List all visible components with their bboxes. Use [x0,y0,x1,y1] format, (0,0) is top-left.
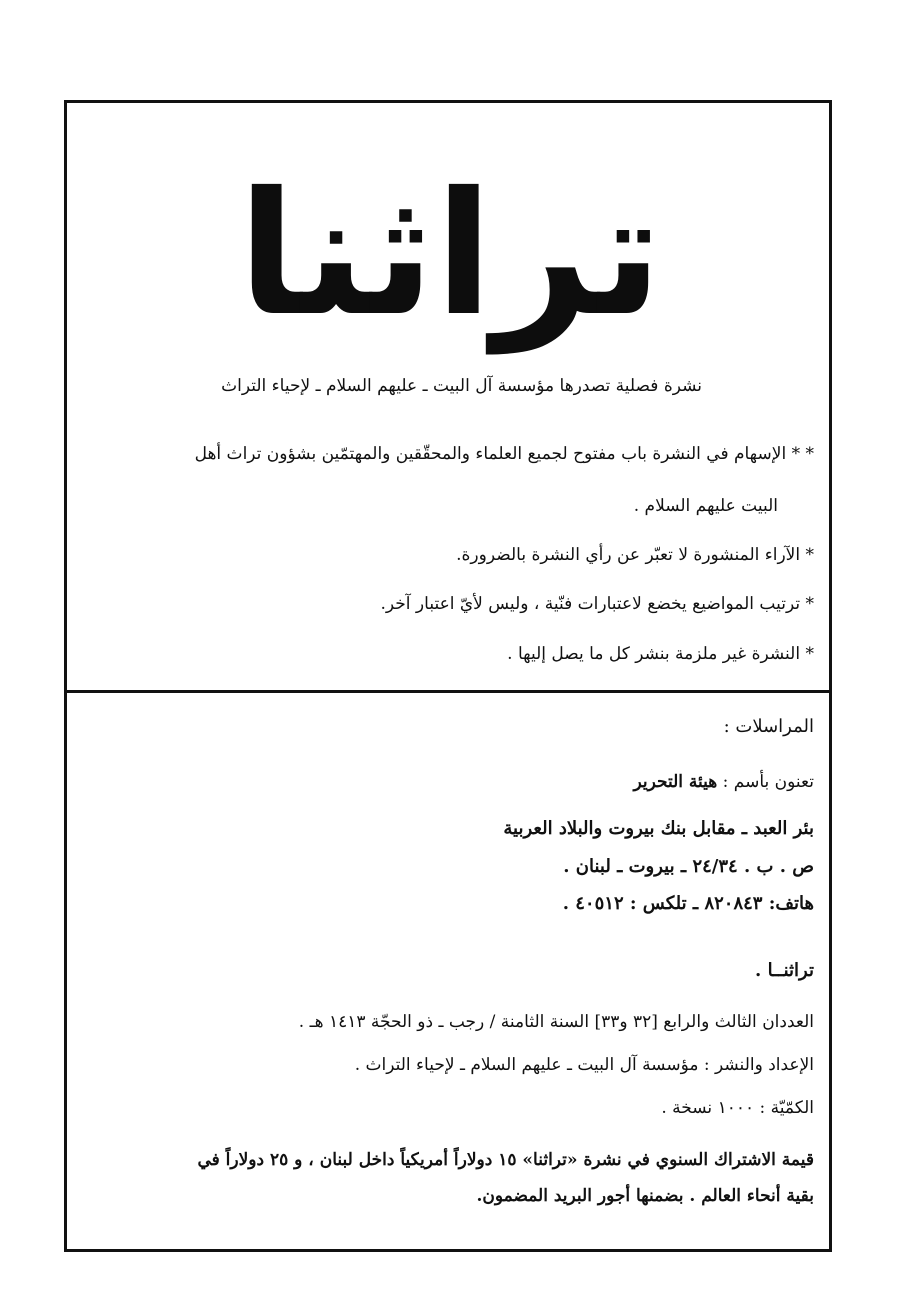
imprint-quantity: الكمّيّة : ١٠٠٠ نسخة . [661,1098,814,1118]
correspondence-heading: المراسلات : [723,716,814,737]
note-publication: * النشرة غير ملزمة بنشر كل ما يصل إليها . [507,644,814,664]
note-opinions: * الآراء المنشورة لا تعبّر عن رأي النشرة بالضرورة. [456,545,814,565]
correspondence-addressee [633,772,814,792]
subscription-line-2: بقية أنحاء العالم . بضمنها أجور البريد المضمون. [476,1186,814,1206]
imprint-publisher: الإعداد والنشر : مؤسسة آل البيت ـ عليهم السلام ـ لإحياء التراث . [354,1055,814,1075]
addressee-prefix: تعنون بأسم : [717,772,814,792]
note-contribution: * * الإسهام في النشرة باب مفتوح لجميع العلماء والمحقّقين والمهتمّين بشؤون تراث أهل [194,444,814,464]
subscription-line-1: قيمة الاشتراك السنوي في نشرة «تراثنا» ١٥ دولاراً أمريكياً داخل لبنان ، و ٢٥ دولاراً في [197,1150,814,1170]
journal-logo: تراثنا [237,156,663,354]
note-ordering: * ترتيب المواضيع يخضع لاعتبارات فنّية ، وليس لأيّ اعتبار آخر. [380,594,814,614]
journal-subtitle: نشرة فصلية تصدرها مؤسسة آل البيت ـ عليهم السلام ـ لإحياء التراث [221,376,702,396]
imprint-issue: العددان الثالث والرابع [٣٢ و٣٣] السنة الثامنة / رجب ـ ذو الحجّة ١٤١٣ هـ . [298,1012,814,1032]
correspondence-phone-telex: هاتف: ٨٢٠٨٤٣ ـ تلكس : ٤٠٥١٢ . [562,893,814,914]
correspondence-po-box: ص . ب . ٢٤/٣٤ ـ بيروت ـ لبنان . [563,856,814,877]
note-contribution-continued: البيت عليهم السلام . [633,496,778,516]
addressee-name: هيئة التحرير [633,772,718,792]
correspondence-address: بئر العبد ـ مقابل بنك بيروت والبلاد العربية [503,818,814,839]
imprint-journal-name: تراثنــا . [755,960,814,981]
section-divider [64,690,832,693]
